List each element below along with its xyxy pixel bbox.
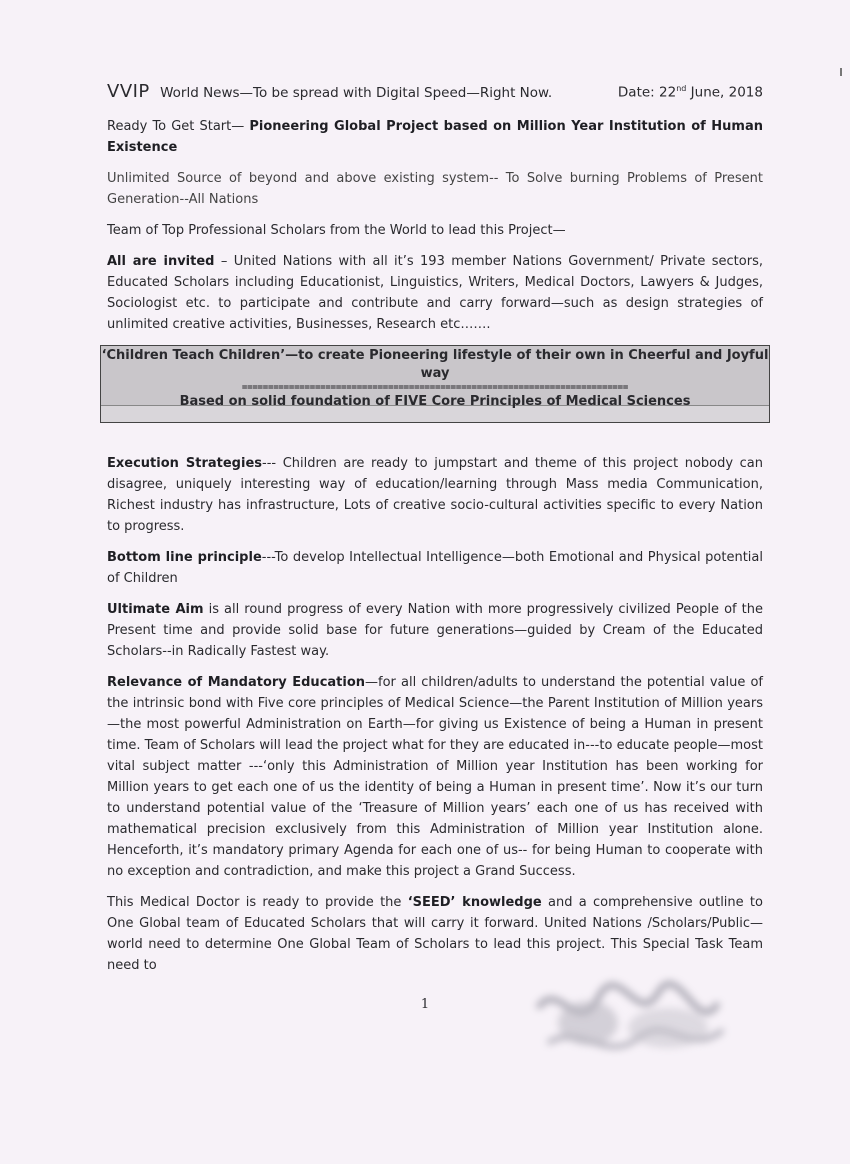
relevance-bold: Relevance of Mandatory Education xyxy=(107,674,366,690)
document-date xyxy=(618,78,763,104)
execution-bold: Execution Strategies xyxy=(107,455,263,471)
unlimited-paragraph: Unlimited Source of beyond and above existing system-- To Solve burning Problems of Present Generation--All Nations xyxy=(107,170,763,207)
aim-paragraph xyxy=(107,599,763,662)
vvip-label: VVIP xyxy=(107,80,150,102)
relevance-text: —for all children/adults to understand the potential value of the intrinsic bond with Five core principles of Medical Science—the Parent Institution of Million years—the most powerful Administration on Earth—for giving us Existence of being a Human in present time. Team of Scholars will lead the project what for they are educated in---to educate people—most vital subject matter ---‘only this Administration of Million year Institution has been working for Million years to get each one of us the identity of being a Human in present time’. Now it’s our turn to understand potential value of the ‘Treasure of Million years’ each one of us has received with mathematical precision exclusively from this Administration of Million year Institution alone. Henceforth, it’s mandatory primary Agenda for each one of us-- for being Human to cooperate with no exception and contradiction, and make this project a Grand Success. xyxy=(107,674,763,879)
seed-text: and a comprehensive outline to One Global team of Educated Scholars that will carry it forward. United Nations /Scholars/Public—world need to determine One Global Team of Scholars to lead this project. This Special Task Team need to xyxy=(107,894,763,973)
team-paragraph: Team of Top Professional Scholars from the World to lead this Project— xyxy=(107,222,566,238)
invited-bold: All are invited xyxy=(107,253,215,269)
blurred-signature xyxy=(518,968,738,1076)
date-month-year: June, 2018 xyxy=(686,84,763,101)
execution-paragraph xyxy=(107,453,763,537)
date-suffix-sup: nd xyxy=(676,84,687,93)
highlight-box-inner xyxy=(101,346,769,409)
aim-bold: Ultimate Aim xyxy=(107,601,204,617)
seed-bold: ‘SEED’ knowledge xyxy=(407,894,542,910)
headline: World News—To be spread with Digital Speed—Right Now. xyxy=(160,84,553,101)
highlight-box xyxy=(100,345,770,423)
relevance-paragraph xyxy=(107,672,763,882)
box-line-3: Based on solid foundation of FIVE Core Principles of Medical Sciences xyxy=(179,393,691,409)
seed-prefix: This Medical Doctor is ready to provide the xyxy=(107,894,408,910)
invited-text: – United Nations with all it’s 193 member Nations Government/ Private sectors, Educated Scholars including Educationist, Linguistics, Writers, Medical Doctors, Lawyers & Judges, Sociologist etc. to participate and contribute and carry forward—such as design strategies of unlimited creative activities, Businesses, Research etc……. xyxy=(107,253,763,332)
seed-paragraph xyxy=(107,892,763,976)
bottom-line-text: ---To develop Intellectual Intelligence—both Emotional and Physical potential of Children xyxy=(107,549,763,586)
bottom-line-paragraph xyxy=(107,547,763,589)
aim-text: is all round progress of every Nation with more progressively civilized People of the Present time and provide solid base for future generations—guided by Cream of the Educated Scholars--in Radically Fastest way. xyxy=(107,601,763,659)
document-body xyxy=(101,78,769,986)
invited-paragraph xyxy=(107,251,763,335)
ready-bold: Pioneering Global Project based on Million Year Institution of Human Existence xyxy=(107,118,763,155)
date-prefix: Date: 22 xyxy=(617,84,677,101)
edge-mark xyxy=(840,68,842,76)
box-line-1: ‘Children Teach Children’—to create Pioneering lifestyle of their own in Cheerful and Joyful way xyxy=(101,347,769,381)
header-line xyxy=(107,78,763,104)
headline-group xyxy=(107,81,552,104)
bottom-line-bold: Bottom line principle xyxy=(107,549,262,565)
execution-text: --- Children are ready to jumpstart and theme of this project nobody can disagree, uniquely interesting way of education/learning through Mass media Communication, Richest industry has infrastructure, Lots of creative socio-cultural activities specific to every Nation to progress. xyxy=(107,455,763,534)
ready-prefix: Ready To Get Start— xyxy=(107,118,250,134)
box-separator: ========================================================================== xyxy=(241,382,629,393)
ready-paragraph xyxy=(107,116,763,158)
page-number: 1 xyxy=(420,997,430,1012)
